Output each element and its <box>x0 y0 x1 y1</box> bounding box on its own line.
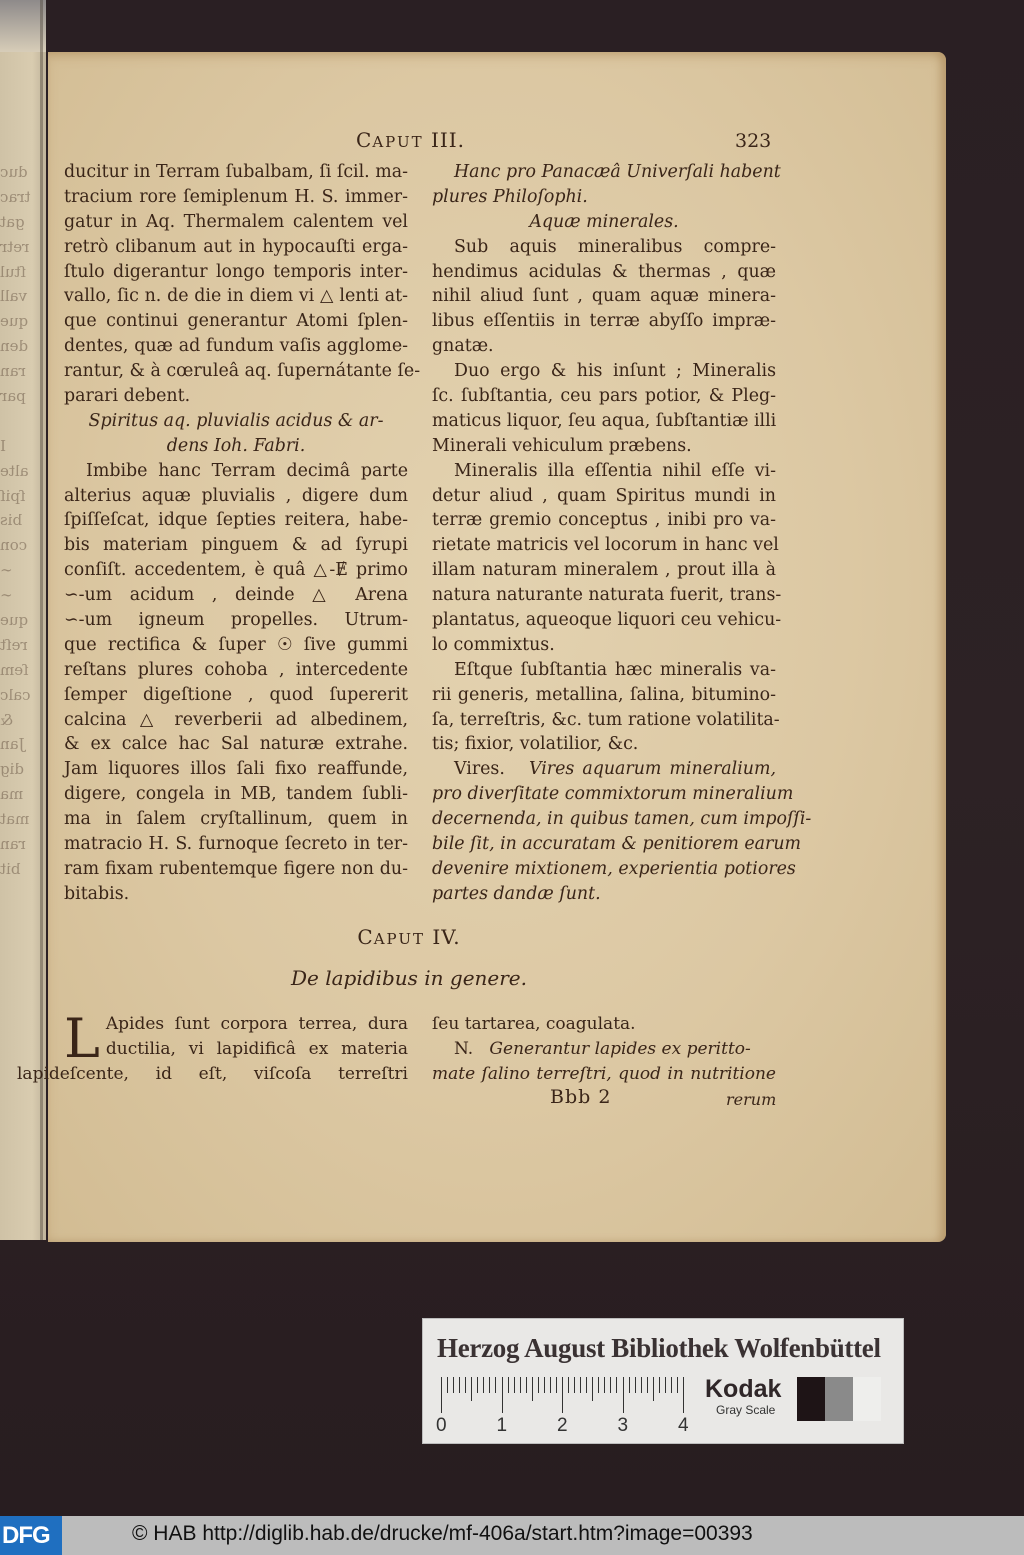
ruler-number: 2 <box>557 1415 568 1436</box>
ruler-tick <box>574 1377 575 1393</box>
ruler-tick <box>532 1377 533 1401</box>
text-line: pro diverſitate commixtorum mineralium <box>432 784 794 805</box>
text-line: ∽-um igneum propelles. Utrum- <box>64 610 408 631</box>
text-line: Apides ſunt corpora terrea, dura <box>105 1014 408 1034</box>
text-line: ſpiſſeſcat, idque ſepties reitera, habe- <box>64 510 408 531</box>
ruler-tick <box>683 1377 684 1413</box>
ruler-tick <box>659 1377 660 1393</box>
text-line: Sub aquis mineralibus compre- <box>454 236 776 257</box>
ruler-number: 1 <box>496 1415 508 1436</box>
ruler-tick <box>568 1377 569 1393</box>
ruler-tick <box>441 1377 442 1413</box>
ruler-tick <box>520 1377 521 1393</box>
ruler-tick <box>629 1377 630 1393</box>
catchword: rerum <box>726 1090 777 1109</box>
ruler-tick <box>544 1377 545 1393</box>
text-line: partes dandæ ſunt. <box>432 883 601 904</box>
text-line: dentes, quæ ad fundum vaſis agglome- <box>64 336 408 357</box>
bleedthrough-fragment: trac <box>0 187 31 206</box>
copyright-link[interactable]: © HAB http://diglib.hab.de/drucke/mf-406a/start.htm?image=00393 <box>132 1522 753 1545</box>
ruler-tick <box>447 1377 448 1393</box>
ruler-tick <box>508 1377 509 1393</box>
text-line: ſeu tartarea, coagulata. <box>432 1014 636 1034</box>
drop-cap: L <box>64 1007 100 1070</box>
text-line: Eſtque ſubſtantia hæc mineralis va- <box>454 659 776 680</box>
gray-scale-label: Gray Scale <box>716 1403 776 1417</box>
bleedthrough-fragment: & <box>0 710 14 729</box>
text-line: maticus liquor, ſeu aqua, ſubſtantiæ illi <box>432 410 777 431</box>
ruler-tick <box>635 1377 636 1393</box>
kodak-logo: Kodak <box>705 1375 782 1403</box>
text-line: ſa, terreſtris, &c. tum ratione volatilita- <box>432 709 780 730</box>
text-line <box>432 1037 776 1062</box>
text-line: Mineralis illa eſſentia nihil eſſe vi- <box>454 460 776 481</box>
gray-swatch-mid <box>825 1377 853 1421</box>
bleedthrough-fragment: duc <box>0 163 28 181</box>
bleedthrough-fragment: ſem <box>0 660 29 679</box>
text-line: ſemper digeſtione , quod ſupererit <box>64 684 408 705</box>
text-line: Jam liquores illos ſali fixo reaffunde, <box>64 759 408 780</box>
bleedthrough-fragment: ran <box>0 835 26 854</box>
text-line: que rectifica & ſuper ☉ ſive gummi <box>64 634 408 655</box>
running-head: CAPUT III. <box>356 128 466 152</box>
text-line: gnatæ. <box>432 336 494 357</box>
ruler-number: 4 <box>678 1415 689 1436</box>
text-line: plantatus, aqueoque liquori ceu vehicu- <box>432 610 782 631</box>
bleedthrough-fragment: que <box>0 611 29 630</box>
text-line: ducitur in Terram ſubalbam, ſi ſcil. ma- <box>64 162 408 182</box>
text-line: nihil aliud ſunt , quam aquæ minera- <box>432 286 776 307</box>
text-line: tis; fixior, volatilior, &c. <box>432 734 639 755</box>
text-line: parari debent. <box>64 386 191 407</box>
ruler-tick <box>562 1377 563 1413</box>
chapter-heading: CAPUT IV. <box>357 925 461 949</box>
text-line: Minerali vehiculum præbens. <box>432 435 692 456</box>
text-line: vallo, ſic n. de die in diem vi △ lenti at- <box>64 286 408 307</box>
gray-swatch-black <box>797 1377 825 1421</box>
ruler-tick <box>665 1377 666 1393</box>
ruler-tick <box>514 1377 515 1393</box>
text-line: ductilia, vi lapidificâ ex materia <box>105 1039 408 1059</box>
text-line: detur aliud , quam Spiritus mundi in <box>432 485 776 506</box>
text-line: reſtans plures cohoba , intercedente <box>64 659 408 680</box>
text-line: & ex calce hac Sal naturæ extrahe. <box>64 734 408 755</box>
text-line: bis materiam pinguem & ad ſyrupi <box>64 535 408 556</box>
bleedthrough-fragment <box>0 409 40 434</box>
bleedthrough-fragment: ma <box>0 785 24 804</box>
bleedthrough-fragment: ∽ <box>0 586 13 605</box>
text-line: calcina △ reverberii ad albedinem, <box>64 709 408 730</box>
measurement-ruler <box>436 1377 689 1437</box>
chapter-opening-left <box>17 1007 408 1087</box>
text-line: mate ſalino terreſtri, quod in nutritione <box>432 1064 776 1084</box>
bleedthrough-fragment: ſtul <box>0 262 27 281</box>
text-line: ma in ſalem cryſtallinum, quem in <box>64 809 408 830</box>
bleedthrough-fragment: gat <box>0 212 25 231</box>
text-line: retrò clibanum aut in hypocauſti erga- <box>64 236 408 257</box>
ruler-tick <box>502 1377 503 1413</box>
bleedthrough-fragment: I <box>0 436 6 455</box>
library-name: Herzog August Bibliothek Wolfenbüttel <box>437 1333 881 1363</box>
text-line: Hanc pro Panacæâ Univerſali habent <box>454 162 781 182</box>
ruler-tick <box>641 1377 642 1393</box>
chapter-opening-right <box>432 1012 776 1087</box>
ruler-tick <box>598 1377 599 1393</box>
bleedthrough-fragment: con <box>0 536 28 555</box>
ruler-tick <box>550 1377 551 1393</box>
ruler-tick <box>616 1377 617 1393</box>
ruler-tick <box>489 1377 490 1393</box>
ruler-tick <box>580 1377 581 1393</box>
text-line: ram fixam rubentemque figere non du- <box>64 858 408 879</box>
text-line: hendimus acidulas & thermas , quæ <box>432 261 776 282</box>
bleedthrough-fragment: par <box>0 387 26 406</box>
text-line: alterius aquæ pluvialis , digere dum <box>64 485 408 506</box>
bleedthrough-fragment: vall <box>0 287 28 306</box>
text-line: dens Ioh. Fabri. <box>166 435 306 456</box>
text-line: ſtulo digerantur longo temporis inter- <box>64 261 408 282</box>
bleedthrough-fragment: ran <box>0 362 26 381</box>
ruler-tick <box>459 1377 460 1393</box>
signature-mark: Bbb 2 <box>550 1086 612 1108</box>
bleedthrough-fragment: bit <box>0 859 21 878</box>
bleedthrough-fragment: mat <box>0 810 30 829</box>
ruler-tick <box>477 1377 478 1393</box>
ruler-tick <box>671 1377 672 1393</box>
text-line: illam naturam mineralem , prout illa à <box>432 560 776 581</box>
bleedthrough-fragment: bis <box>0 511 23 530</box>
text-line: conſiſt. accedentem, è quâ △-Ɇ primo <box>64 560 408 581</box>
note-label: N. <box>454 1039 474 1059</box>
text-line: rantur, & à cœruleâ aq. ſupernátante ſe- <box>64 361 421 382</box>
left-text-column <box>64 160 421 907</box>
ruler-tick <box>453 1377 454 1393</box>
bleedthrough-fragment: alte <box>0 461 29 480</box>
ruler-number: 0 <box>436 1415 447 1436</box>
gray-swatch-white <box>853 1377 881 1421</box>
ruler-tick <box>483 1377 484 1393</box>
text-line: lapideſcente, id eſt, viſcoſa terreſtri <box>17 1064 408 1084</box>
note-text: Generantur lapides ex peritto- <box>489 1039 751 1059</box>
text-line: ſc. ſubſtantia, ceu pars potior, & Pleg- <box>432 386 776 407</box>
ruler-tick <box>526 1377 527 1393</box>
text-line: matracio H. S. furnoque ſecreto in ter- <box>64 834 408 855</box>
text-line: Duo ergo & his inſunt ; Mineralis <box>454 361 776 382</box>
text-line: gatur in Aq. Thermalem calentem vel <box>64 211 408 232</box>
page-gutter-line <box>40 0 43 1240</box>
ruler-tick <box>653 1377 654 1401</box>
section-label: Vires. <box>454 759 505 780</box>
bleedthrough-fragment: que <box>0 312 29 331</box>
text-line <box>432 757 776 782</box>
text-line: libus eſſentiis in terræ abyſſo impræ- <box>432 311 776 332</box>
text-line: Aquæ minerales. <box>529 211 679 232</box>
ruler-tick <box>610 1377 611 1393</box>
text-line: plures Philoſophi. <box>432 186 588 207</box>
bleedthrough-fragment: Jan <box>0 735 25 754</box>
bleedthrough-fragment: ∽ <box>0 561 13 580</box>
footer-bar <box>0 1516 1024 1555</box>
ruler-tick <box>471 1377 472 1401</box>
text-line: natura naturante naturata fuerit, trans- <box>432 585 782 606</box>
text-line: rii generis, metallina, ſalina, bitumino- <box>432 684 776 705</box>
section-text: Vires aquarum mineralium, <box>528 759 776 780</box>
dfg-logo: DFG <box>0 1516 62 1555</box>
ruler-tick <box>592 1377 593 1401</box>
text-line: que continui generantur Atomi ſplen- <box>64 311 408 332</box>
ruler-tick <box>623 1377 624 1413</box>
text-line: rietate matricis vel locorum in hanc vel <box>432 535 779 556</box>
bleedthrough-fragment: retr <box>0 237 30 256</box>
bleedthrough-fragment: dig <box>0 760 25 779</box>
bleedthrough-fragment: ſpiſ <box>0 486 26 505</box>
bleedthrough-fragment: den <box>0 337 29 356</box>
ruler-tick <box>495 1377 496 1393</box>
ruler-tick <box>604 1377 605 1393</box>
ruler-tick <box>538 1377 539 1393</box>
text-line: ∽-um acidum , deinde △ Arena <box>64 585 408 606</box>
page-number: 323 <box>735 130 772 152</box>
text-line: devenire mixtionem, experientia potiores <box>432 858 796 879</box>
right-text-column <box>432 160 812 907</box>
ruler-tick <box>556 1377 557 1393</box>
bleedthrough-fragment: calc <box>0 685 31 704</box>
text-line: Spiritus aq. pluvialis acidus & ar- <box>88 410 384 431</box>
chapter-title: De lapidibus in genere. <box>291 966 527 990</box>
text-line: decernenda, in quibus tamen, cum impoſſi- <box>432 809 812 830</box>
ruler-tick <box>647 1377 648 1393</box>
ruler-tick <box>677 1377 678 1393</box>
facing-page-bleedthrough-text <box>0 160 40 882</box>
text-line: bitabis. <box>64 883 130 904</box>
bleedthrough-fragment: reſt <box>0 635 28 654</box>
text-line: digere, congela in MB, tandem ſubli- <box>64 784 408 805</box>
text-line: tracium rore ſemiplenum H. S. immer- <box>64 186 408 207</box>
text-line: bile ſit, in accuratam & penitiorem earum <box>432 834 802 855</box>
ruler-tick <box>465 1377 466 1393</box>
text-line: lo commixtus. <box>432 634 555 655</box>
ruler-tick <box>586 1377 587 1393</box>
text-line: Imbibe hanc Terram decimâ parte <box>86 460 408 481</box>
text-line: terræ gremio conceptus , inibi pro va- <box>432 510 776 531</box>
ruler-number: 3 <box>617 1415 629 1436</box>
color-scale-card <box>422 1318 904 1444</box>
